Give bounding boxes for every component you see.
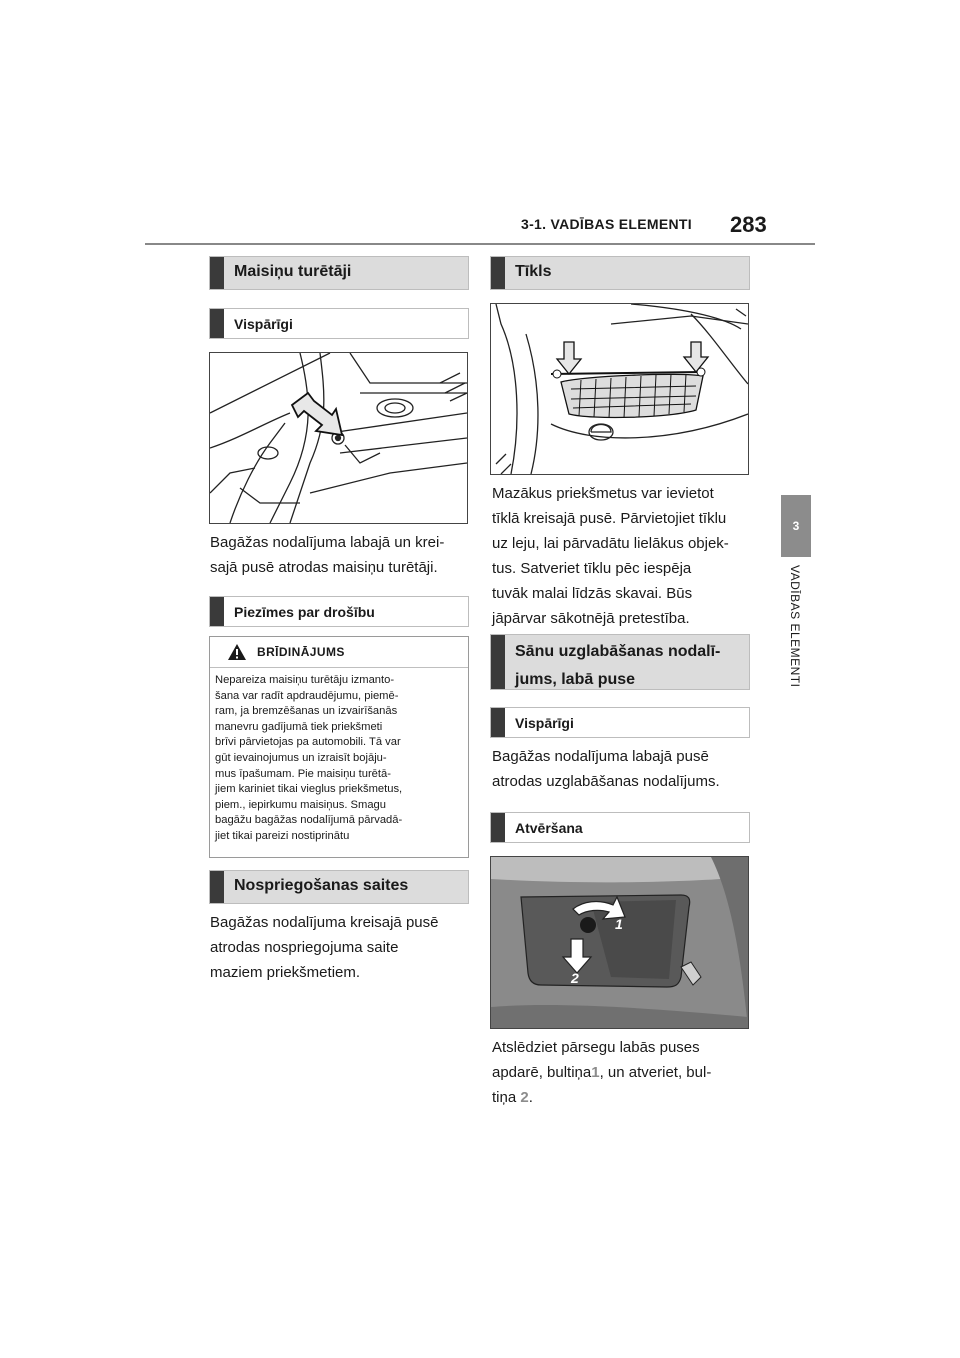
warning-box <box>209 636 469 858</box>
section-bag-hooks <box>209 256 469 290</box>
bag-hooks-text: Bagāžas nodalījuma labajā un krei- sajā pusē atrodas maisiņu turētāji. <box>210 534 445 576</box>
warning-header <box>210 637 468 668</box>
section-net <box>490 256 750 290</box>
chapter-tab: 3 <box>781 495 811 557</box>
warning-title: BRĪDINĀJUMS <box>257 645 345 659</box>
storage-cover-illustration <box>490 856 749 1029</box>
net-illustration <box>490 303 749 475</box>
subsection-general <box>209 308 469 339</box>
chapter-side-label: VADĪBAS ELEMENTI <box>788 565 802 688</box>
section-title: Maisiņu turētāji <box>234 263 352 280</box>
subsection-title: Vispārīgi <box>515 715 574 731</box>
subsection-title: Piezīmes par drošību <box>234 604 375 620</box>
opening-text: Atslēdziet pārsegu labās puses apdarē, bultiņa1, un atveriet, bul- tiņa 2. <box>492 1039 712 1106</box>
section-title: Tīkls <box>515 263 552 280</box>
bag-hook-illustration <box>209 352 468 524</box>
subsection-opening <box>490 812 750 843</box>
section-header: 3-1. VADĪBAS ELEMENTI <box>521 216 692 232</box>
step-number-2: 2 <box>520 1089 529 1106</box>
subsection-title: Vispārīgi <box>234 316 293 332</box>
subsection-safety <box>209 596 469 627</box>
subsection-general-right <box>490 707 750 738</box>
step-number-1: 1 <box>591 1064 600 1081</box>
net-text: Mazākus priekšmetus var ievietot tīklā kreisajā pusē. Pārvietojiet tīklu uz leju, lai pārvadātu lielākus objek- tus. Satveriet tīklu pēc iespēja tuvāk malai līdzās skavai. Būs jāpārvar sākotnējā pretestība. <box>492 485 729 627</box>
tension-straps-text: Bagāžas nodalījuma kreisajā pusē atrodas nospriegojuma saite maziem priekšmetiem. <box>210 914 439 981</box>
section-side-storage <box>490 634 750 690</box>
section-tension-straps <box>209 870 469 904</box>
arrow-label-2: 2 <box>571 970 579 986</box>
section-title: Sānu uzglabāšanas nodalī- jums, labā puse <box>515 643 721 688</box>
warning-triangle-icon <box>227 643 247 661</box>
arrow-label-1: 1 <box>615 916 623 932</box>
subsection-title: Atvēršana <box>515 820 583 836</box>
side-storage-text: Bagāžas nodalījuma labajā pusē atrodas uzglabāšanas nodalījums. <box>492 748 720 790</box>
page-number: 283 <box>730 212 767 237</box>
header-rule <box>145 243 815 245</box>
warning-text: Nepareiza maisiņu turētāju izmanto- šana var radīt apdraudējumu, piemē- ram, ja bremzēšanas un izvairīšanās manevru gadījumā tiek priekšmeti brīvi pārvietojas pa automobili. Tā var gūt ievainojumus un izraisīt bojāju- mus īpašumam. Pie maisiņu turētā- jiem kariniet tikai vieglus priekšmetus, piem., iepirkumu maisiņus. Smagu bagāžu bagāžas nodalījumā pārvadā- jiet tikai pareizi nostiprinātu <box>215 674 403 842</box>
section-title: Nospriegošanas saites <box>234 877 409 894</box>
